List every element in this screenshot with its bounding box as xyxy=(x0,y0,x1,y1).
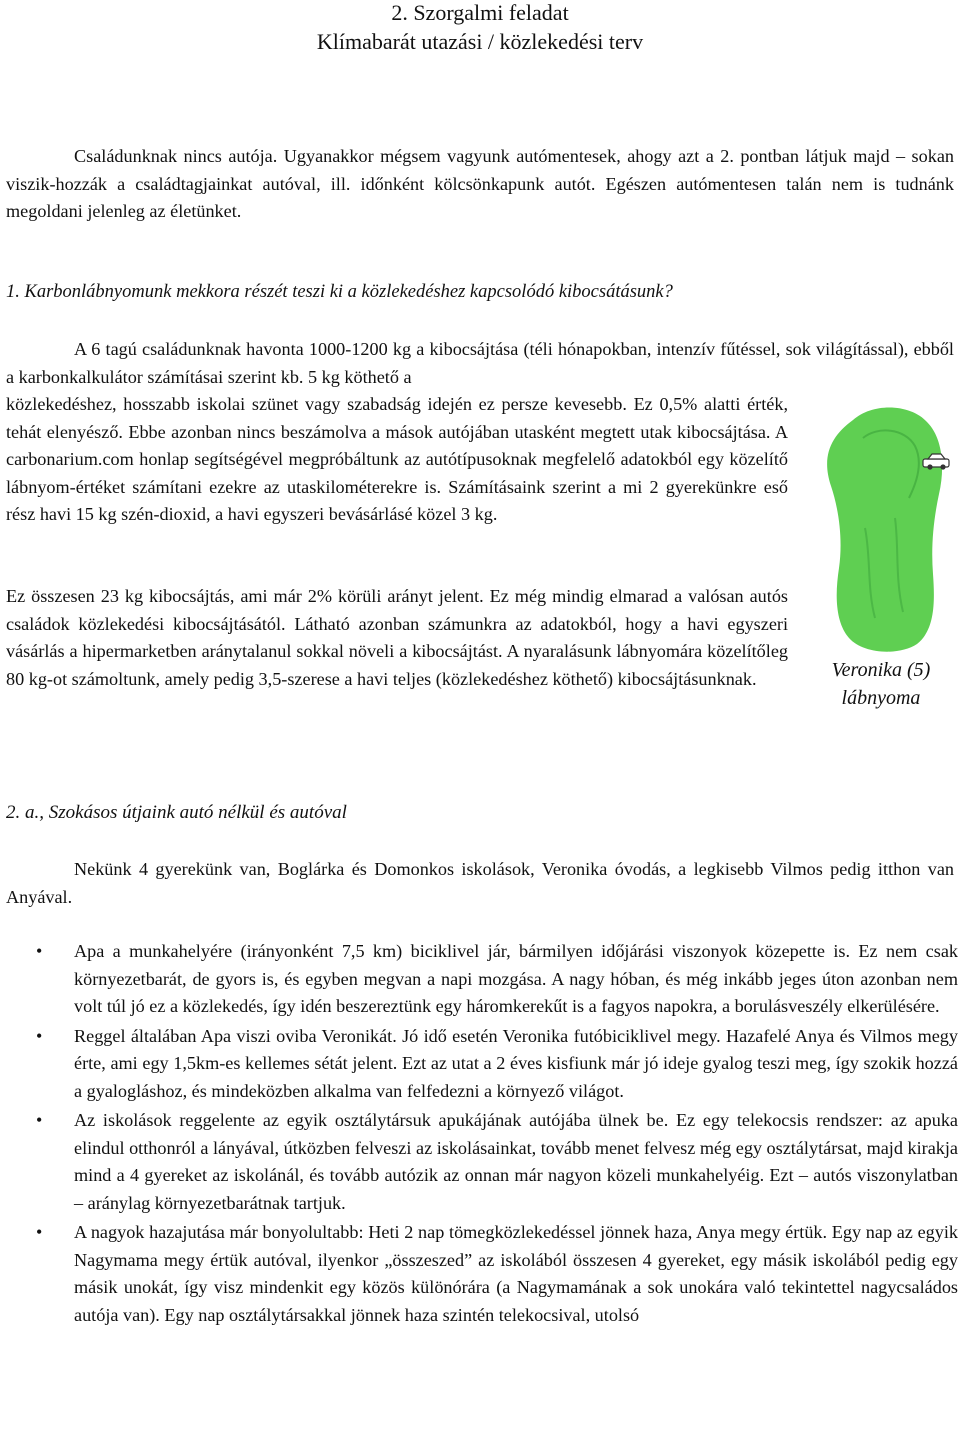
caption-line-1: Veronika (5) xyxy=(831,659,931,681)
bullet-icon: • xyxy=(36,1025,43,1046)
section-2a-heading: 2. a., Szokásos útjaink autó nélkül és autóval xyxy=(6,802,347,823)
section-2a-paragraph: Nekünk 4 gyerekünk van, Boglárka és Domonkos iskolások, Veronika óvodás, a legkisebb Vilmos pedig itthon van Anyával. xyxy=(6,859,954,907)
list-item xyxy=(0,1107,958,1217)
section-1-paragraph-top: A 6 tagú családunknak havonta 1000-1200 kg a kibocsájtása (téli hónapokban, intenzív fűtéssel, sok világítással), ebből a karbonkalkulátor számításai szerint kb. 5 kg köthető a xyxy=(6,339,954,387)
intro-paragraph: Családunknak nincs autója. Ugyanakkor mégsem vagyunk autómentesek, ahogy azt a 2. pontban látjuk majd – sokan viszik-hozzák a családtagjainkat autóval, ill. időnként kölcsönkapunk autót. Egészen autómentesen talán nem is tudnánk megoldani jelenleg az életünket. xyxy=(6,146,954,221)
list-item xyxy=(0,1023,958,1106)
travel-habits-list xyxy=(0,938,958,1331)
list-item-text: Apa a munkahelyére (irányonként 7,5 km) biciklivel jár, bármilyen időjárási viszonyok közepette is. Ez nem csak környezetbarát, de gyors is, és egyben megvan a napi mozgása. A nagy hóban, és még inkább jeges úton azonban nem volt túl jó ez a közlekedés, így idén beszereztünk egy háromkerekűt is a fagyos napokra, a borulásveszély elkerülésére. xyxy=(74,941,958,1016)
page-title: Klímabarát utazási / közlekedési terv xyxy=(316,29,644,54)
bullet-icon: • xyxy=(36,941,43,961)
section-1-paragraph-wrapped: közlekedéshez, hosszabb iskolai szünet vagy szabadság idején ez persze kevesebb. Ez 0,5% alatti érték, tehát elenyésző. Ebbe azonban nincs beszámolva a mások autójában utasként megtett utak kibocsájtása. A carbonarium.com honlap segítségével megpróbáltunk az autótípusoknak megfelelő adatokból egy közelítő lábnyom-értéket számítani ezekre az utaskilométerekre is. Számításaink szerint a mi 2 gyerekünkre eső rész havi 15 kg szén-dioxid, a havi egyszeri bevásárlásé közel 3 kg. xyxy=(6,394,788,524)
list-item-text: Az iskolások reggelente az egyik osztálytársuk apukájának autójába ülnek be. Ez egy telekocsis rendszer: az apuka elindul otthonról a lányával, útközben felveszi az iskolásainkat, tovább menet felvesz még egy osztálytársat, majd kirakja mind a 4 gyereket az iskolánál, és tovább autózik az onnan már nagyon közeli munkahelyéig. Ezt – autós viszonylatban – aránylag környezetbarátnak tartjuk. xyxy=(74,1110,958,1213)
section-1-heading: 1. Karbonlábnyomunk mekkora részét teszi ki a közlekedéshez kapcsolódó kibocsátásunk? xyxy=(6,282,673,302)
section-1-paragraph-2: Ez összesen 23 kg kibocsájtás, ami már 2% körüli arányt jelent. Ez még mindig elmarad a valósan autós családok közlekedési kibocsájtásától. Látható azonban számunkra az adatokból, hogy a havi egyszeri vásárlás a hipermarketben aránytalanul sokkal növeli a kibocsájtást. A nyaralásunk lábnyomára közelítőleg 80 kg-ot számoltunk, amely pedig 3,5-szerese a havi teljes (közlekedéshez köthető) kibocsájtásunknak. xyxy=(6,586,788,689)
bullet-icon: • xyxy=(36,1222,43,1242)
list-item-text: Reggel általában Apa viszi oviba Veronikát. Jó idő esetén Veronika futóbiciklivel megy. Hazafelé Anya és Vilmos megy érte, ami egy 1,5km-es kellemes sétát jelent. Ezt az utat a 2 éves kisfiunk már jó ideje gyalog teszi meg, így szokik hozzá a gyalogláshoz, és mindeközben alkalma van felfedezni a környező világot. xyxy=(74,1025,958,1101)
list-item xyxy=(0,1219,958,1329)
list-item xyxy=(0,938,958,1021)
assignment-number: 2. Szorgalmi feladat xyxy=(391,0,569,25)
caption-line-2: lábnyoma xyxy=(841,687,921,709)
bullet-icon: • xyxy=(36,1110,43,1130)
footprint-shape xyxy=(827,407,942,651)
footprint-drawing xyxy=(805,398,955,656)
list-item-text: A nagyok hazajutása már bonyolultabb: Heti 2 nap tömegközlekedéssel jönnek haza, Anya megy értük. Egy nap az egyik Nagymama megy értük autóval, ilyenkor „összeszed” az iskolából összesen 4 gyereket, egy másik iskolából pedig egy másik unokát, így visz mindenkit egy közös különórára (a Nagymamának a sok unokára való tekintettel nagycsaládos autója van). Egy nap osztálytársakkal jönnek haza szintén telekocsival, utolsó xyxy=(74,1222,958,1325)
footprint-caption xyxy=(806,656,956,712)
